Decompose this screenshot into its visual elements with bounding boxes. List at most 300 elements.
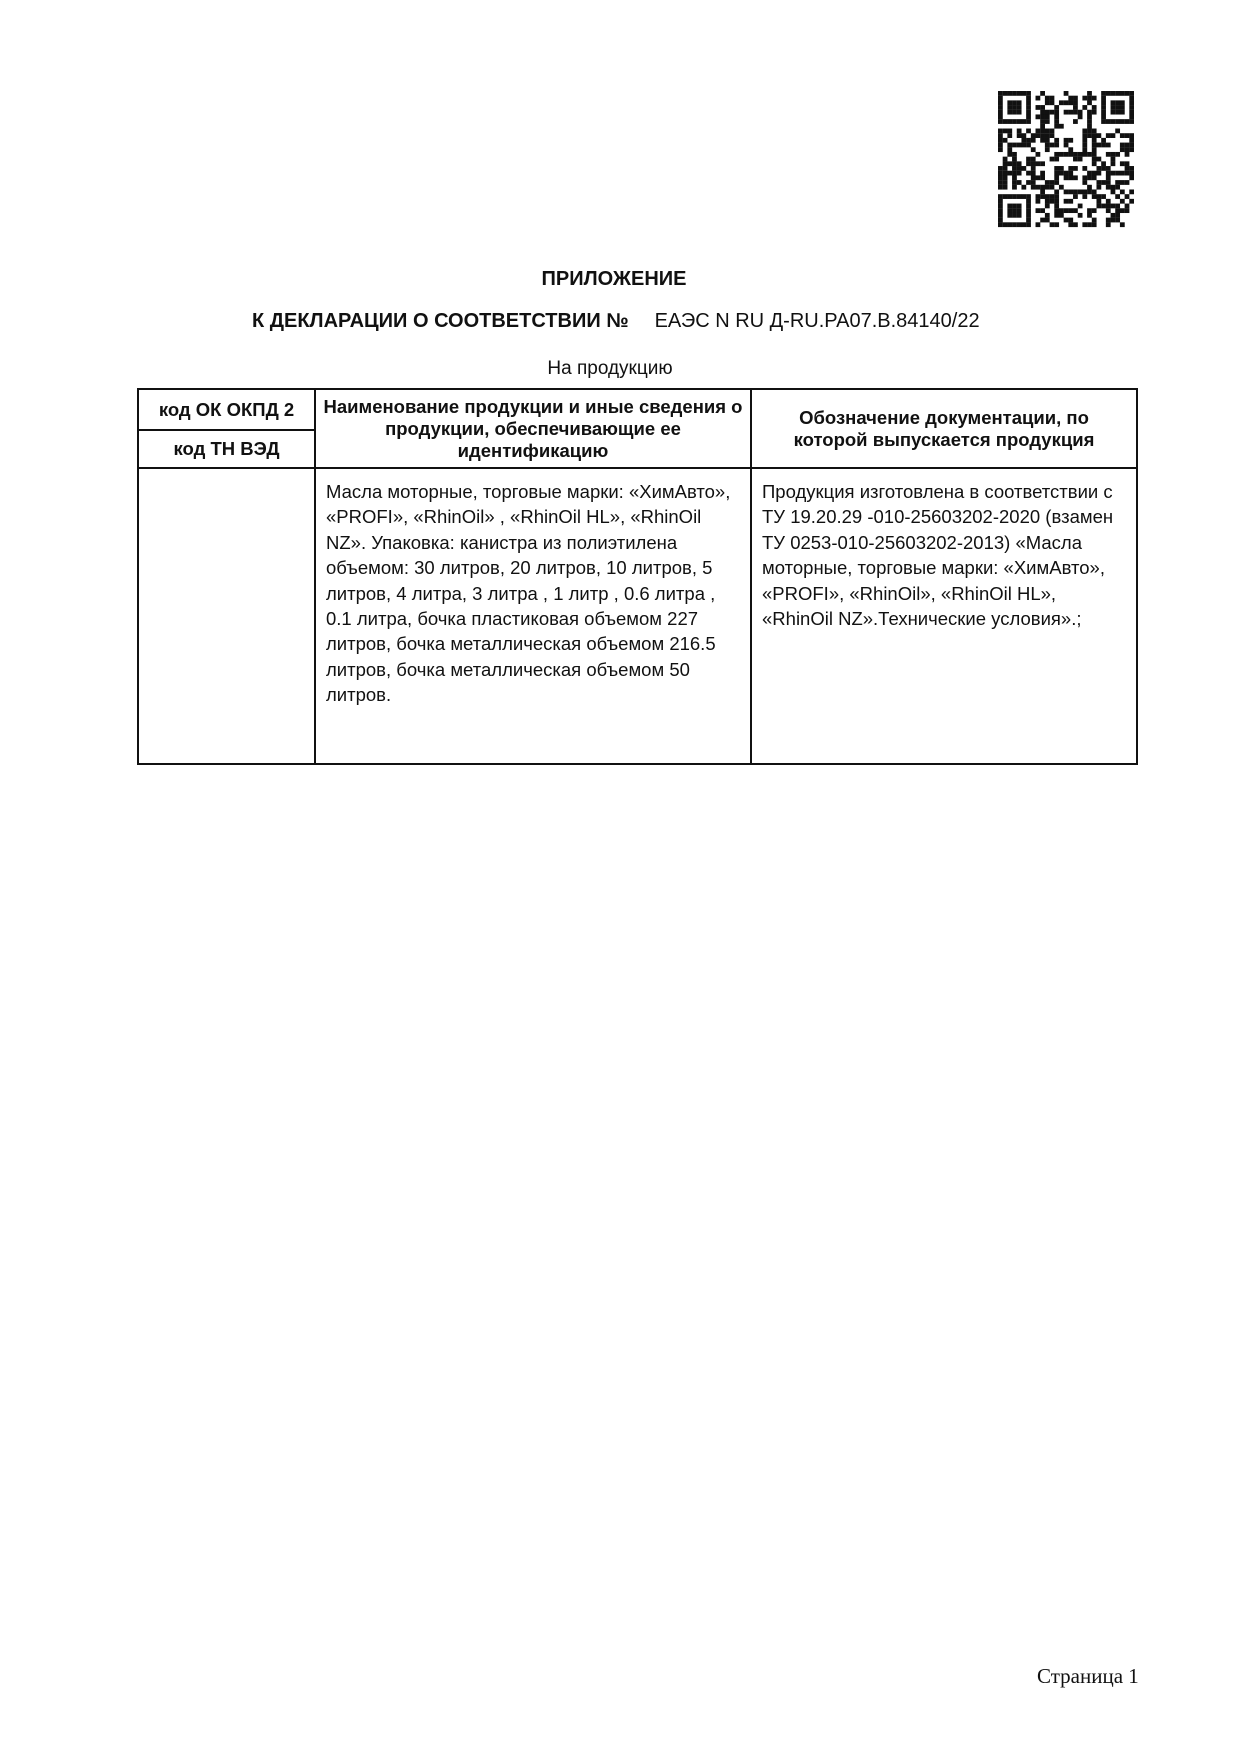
qr-module	[1087, 189, 1092, 194]
qr-module	[1092, 147, 1097, 152]
qr-module	[1068, 199, 1073, 204]
qr-module	[1021, 143, 1026, 148]
qr-module	[1012, 204, 1017, 209]
qr-module	[1106, 166, 1111, 171]
qr-module	[1115, 180, 1120, 185]
qr-module	[1045, 100, 1050, 105]
qr-module	[1087, 100, 1092, 105]
qr-module	[1012, 110, 1017, 115]
qr-module	[1040, 114, 1045, 119]
qr-module	[1017, 105, 1022, 110]
qr-module	[1003, 161, 1008, 166]
qr-module	[998, 218, 1003, 223]
qr-module	[1073, 110, 1078, 115]
qr-module	[1129, 171, 1134, 176]
qr-module	[1120, 105, 1125, 110]
qr-module	[1045, 218, 1050, 223]
qr-module	[1120, 147, 1125, 152]
qr-module	[1078, 110, 1083, 115]
qr-module	[1026, 218, 1031, 223]
qr-module	[1017, 180, 1022, 185]
qr-module	[1050, 143, 1055, 148]
qr-module	[1068, 96, 1073, 101]
qr-module	[1050, 185, 1055, 190]
qr-module	[1064, 175, 1069, 180]
qr-module	[1111, 105, 1116, 110]
qr-module	[998, 194, 1003, 199]
qr-module	[1017, 204, 1022, 209]
qr-module	[1068, 110, 1073, 115]
qr-module	[1031, 147, 1036, 152]
qr-module	[1050, 194, 1055, 199]
qr-module	[1082, 166, 1087, 171]
product-name-text: Масла моторные, торговые марки: «ХимАвто», «PROFI», «RhinOil» , «RhinOil HL», «RhinOil NZ». Упаковка: канистра из полиэтилена объемом: 30 литров, 20 литров, 10 литров, 5 литров, 4 литра, 3 литра , 1 литр , 0.6 литра , 0.1 литра, бочка пластиковая объемом 227 литров, бочка металлическая объемом 216.5 литров, бочка металлическая объемом 50 литров.	[326, 481, 731, 706]
qr-module	[1059, 208, 1064, 213]
qr-module	[1073, 222, 1078, 227]
qr-module	[1129, 189, 1134, 194]
qr-module	[1092, 138, 1097, 143]
qr-module	[1125, 119, 1130, 124]
qr-module	[1073, 152, 1078, 157]
qr-module	[1087, 171, 1092, 176]
qr-module	[1111, 152, 1116, 157]
qr-module	[1087, 124, 1092, 129]
qr-module	[1045, 180, 1050, 185]
qr-module	[1054, 208, 1059, 213]
qr-module	[1012, 152, 1017, 157]
qr-module	[1017, 213, 1022, 218]
qr-module	[1087, 129, 1092, 134]
qr-module	[1059, 100, 1064, 105]
qr-module	[1012, 175, 1017, 180]
qr-module	[1054, 152, 1059, 157]
qr-module	[1129, 91, 1134, 96]
qr-module	[1036, 133, 1041, 138]
qr-module	[1111, 100, 1116, 105]
qr-module	[1078, 114, 1083, 119]
qr-module	[1101, 105, 1106, 110]
qr-module	[1092, 175, 1097, 180]
qr-module	[1101, 100, 1106, 105]
qr-module	[1003, 157, 1008, 162]
qr-module	[1031, 138, 1036, 143]
qr-module	[1007, 133, 1012, 138]
qr-module	[1012, 208, 1017, 213]
qr-module	[1120, 161, 1125, 166]
qr-module	[1120, 189, 1125, 194]
qr-module	[1003, 129, 1008, 134]
qr-module	[1087, 185, 1092, 190]
qr-module	[1021, 138, 1026, 143]
qr-module	[1073, 157, 1078, 162]
qr-code-icon	[998, 90, 1134, 228]
qr-module	[1096, 199, 1101, 204]
qr-module	[1017, 222, 1022, 227]
qr-module	[1026, 114, 1031, 119]
qr-module	[1087, 96, 1092, 101]
qr-module	[1003, 222, 1008, 227]
qr-module	[1040, 161, 1045, 166]
qr-module	[1012, 100, 1017, 105]
qr-module	[1026, 213, 1031, 218]
qr-module	[1115, 100, 1120, 105]
qr-module	[1101, 161, 1106, 166]
qr-module	[1040, 129, 1045, 134]
qr-module	[1050, 157, 1055, 162]
qr-module	[1092, 110, 1097, 115]
qr-module	[1096, 166, 1101, 171]
qr-module	[1129, 96, 1134, 101]
qr-module	[1129, 114, 1134, 119]
qr-module	[1026, 222, 1031, 227]
qr-module	[1045, 194, 1050, 199]
qr-module	[1101, 110, 1106, 115]
qr-module	[998, 213, 1003, 218]
qr-module	[1059, 152, 1064, 157]
qr-module	[1092, 218, 1097, 223]
qr-module	[1054, 199, 1059, 204]
qr-module	[1045, 185, 1050, 190]
qr-module	[1082, 138, 1087, 143]
qr-module	[1087, 175, 1092, 180]
qr-module	[1129, 110, 1134, 115]
qr-module	[998, 175, 1003, 180]
qr-module	[998, 91, 1003, 96]
document-title: ПРИЛОЖЕНИЕ	[541, 268, 687, 290]
qr-module	[1082, 180, 1087, 185]
qr-module	[1125, 204, 1130, 209]
qr-module	[1096, 171, 1101, 176]
qr-module	[1087, 213, 1092, 218]
qr-module	[1026, 143, 1031, 148]
qr-module	[1068, 218, 1073, 223]
qr-module	[1007, 91, 1012, 96]
qr-module	[1054, 222, 1059, 227]
qr-module	[1031, 157, 1036, 162]
qr-module	[1026, 105, 1031, 110]
header-okpd: код ОК ОКПД 2	[138, 389, 315, 430]
qr-module	[1017, 91, 1022, 96]
qr-module	[1073, 175, 1078, 180]
qr-module	[1111, 157, 1116, 162]
qr-module	[1012, 185, 1017, 190]
qr-module	[1045, 204, 1050, 209]
qr-module	[998, 180, 1003, 185]
qr-module	[1078, 189, 1083, 194]
qr-module	[1050, 199, 1055, 204]
qr-module	[1096, 180, 1101, 185]
qr-module	[1092, 143, 1097, 148]
qr-module	[998, 185, 1003, 190]
qr-module	[1129, 166, 1134, 171]
qr-module	[1087, 133, 1092, 138]
qr-module	[1073, 208, 1078, 213]
qr-module	[1082, 96, 1087, 101]
qr-module	[1012, 157, 1017, 162]
qr-module	[1101, 138, 1106, 143]
qr-module	[1007, 171, 1012, 176]
qr-module	[1040, 91, 1045, 96]
qr-module	[1036, 114, 1041, 119]
qr-module	[1120, 100, 1125, 105]
qr-module	[1082, 147, 1087, 152]
qr-module	[1064, 138, 1069, 143]
qr-module	[1026, 171, 1031, 176]
qr-module	[1115, 91, 1120, 96]
qr-module	[1045, 143, 1050, 148]
qr-module	[1054, 110, 1059, 115]
qr-module	[1082, 189, 1087, 194]
qr-module	[998, 171, 1003, 176]
qr-module	[1120, 199, 1125, 204]
qr-module	[1092, 96, 1097, 101]
qr-module	[1003, 175, 1008, 180]
qr-module	[1068, 222, 1073, 227]
qr-module	[998, 133, 1003, 138]
qr-module	[1017, 171, 1022, 176]
qr-module	[1040, 138, 1045, 143]
qr-module	[1054, 143, 1059, 148]
qr-module	[1036, 222, 1041, 227]
qr-module	[1003, 180, 1008, 185]
qr-module	[1129, 133, 1134, 138]
documentation-text: Продукция изготовлена в соответствии с ТУ 19.20.29 -010-25603202-2020 (взамен ТУ 0253-010-25603202-2013) «Масла моторные, торговые марки: «ХимАвто», «PROFI», «RhinOil», «RhinOil HL», «RhinOil NZ».Технические условия».;	[762, 481, 1114, 630]
qr-module	[1092, 189, 1097, 194]
qr-module	[1021, 133, 1026, 138]
qr-module	[1040, 218, 1045, 223]
qr-module	[1021, 185, 1026, 190]
header-documentation: Обозначение документации, по которой выпускается продукция	[751, 389, 1137, 468]
qr-module	[1026, 129, 1031, 134]
qr-module	[1082, 175, 1087, 180]
qr-module	[1026, 110, 1031, 115]
qr-module	[1036, 152, 1041, 157]
qr-module	[1007, 208, 1012, 213]
qr-module	[1129, 138, 1134, 143]
qr-module	[1125, 143, 1130, 148]
qr-module	[1054, 194, 1059, 199]
qr-module	[1115, 213, 1120, 218]
qr-module	[1129, 119, 1134, 124]
qr-module	[1007, 152, 1012, 157]
qr-module	[1082, 143, 1087, 148]
documentation-cell	[751, 468, 1137, 764]
qr-module	[998, 147, 1003, 152]
qr-module	[1111, 213, 1116, 218]
qr-module	[1111, 133, 1116, 138]
qr-module	[1040, 171, 1045, 176]
qr-module	[1054, 213, 1059, 218]
qr-module	[1050, 180, 1055, 185]
qr-module	[1087, 119, 1092, 124]
qr-module	[1045, 114, 1050, 119]
qr-module	[1068, 152, 1073, 157]
qr-module	[1003, 91, 1008, 96]
qr-module	[1125, 91, 1130, 96]
qr-module	[1026, 208, 1031, 213]
qr-module	[1040, 185, 1045, 190]
qr-module	[1125, 208, 1130, 213]
qr-module	[1092, 208, 1097, 213]
qr-module	[1087, 208, 1092, 213]
qr-module	[1017, 161, 1022, 166]
qr-module	[1045, 110, 1050, 115]
qr-module	[1082, 222, 1087, 227]
qr-module	[1092, 152, 1097, 157]
qr-module	[1017, 166, 1022, 171]
qr-module	[1101, 194, 1106, 199]
qr-module	[1007, 161, 1012, 166]
qr-module	[1026, 96, 1031, 101]
qr-module	[1045, 147, 1050, 152]
qr-module	[1111, 218, 1116, 223]
qr-module	[1003, 185, 1008, 190]
qr-module	[1054, 124, 1059, 129]
qr-module	[1031, 180, 1036, 185]
qr-module	[1101, 143, 1106, 148]
qr-module	[1054, 114, 1059, 119]
qr-module	[1106, 171, 1111, 176]
qr-module	[1064, 143, 1069, 148]
qr-module	[1106, 199, 1111, 204]
qr-module	[1012, 161, 1017, 166]
qr-module	[1111, 189, 1116, 194]
qr-module	[1115, 110, 1120, 115]
qr-module	[1036, 208, 1041, 213]
qr-module	[1017, 208, 1022, 213]
qr-module	[1026, 194, 1031, 199]
qr-module	[1068, 147, 1073, 152]
qr-module	[1050, 129, 1055, 134]
qr-module	[1111, 204, 1116, 209]
qr-module	[1115, 218, 1120, 223]
qr-module	[1101, 114, 1106, 119]
qr-module	[1017, 133, 1022, 138]
qr-module	[1045, 213, 1050, 218]
qr-module	[1129, 175, 1134, 180]
qr-module	[1040, 175, 1045, 180]
qr-module	[1087, 222, 1092, 227]
qr-module	[1092, 194, 1097, 199]
qr-module	[1012, 171, 1017, 176]
qr-module	[1026, 199, 1031, 204]
qr-module	[1007, 147, 1012, 152]
qr-module	[1036, 105, 1041, 110]
qr-module	[1059, 166, 1064, 171]
qr-module	[1096, 157, 1101, 162]
qr-module	[1068, 208, 1073, 213]
qr-module	[1129, 100, 1134, 105]
qr-module	[1007, 129, 1012, 134]
qr-module	[1106, 119, 1111, 124]
table-row	[138, 468, 1137, 764]
qr-module	[1026, 204, 1031, 209]
qr-module	[1120, 171, 1125, 176]
qr-module	[1106, 91, 1111, 96]
qr-module	[1106, 175, 1111, 180]
qr-module	[1040, 194, 1045, 199]
qr-module	[998, 119, 1003, 124]
qr-module	[1120, 143, 1125, 148]
qr-module	[1040, 119, 1045, 124]
qr-module	[1031, 171, 1036, 176]
qr-module	[1021, 194, 1026, 199]
product-table	[137, 388, 1138, 765]
qr-module	[1045, 119, 1050, 124]
qr-module	[998, 129, 1003, 134]
qr-module	[1054, 138, 1059, 143]
qr-module	[1064, 208, 1069, 213]
qr-module	[1087, 114, 1092, 119]
qr-module	[1050, 133, 1055, 138]
qr-module	[1054, 180, 1059, 185]
qr-module	[1111, 185, 1116, 190]
qr-module	[1111, 119, 1116, 124]
qr-module	[1045, 133, 1050, 138]
qr-module	[1026, 157, 1031, 162]
qr-module	[1115, 208, 1120, 213]
qr-module	[1054, 119, 1059, 124]
qr-module	[1040, 189, 1045, 194]
qr-module	[1082, 133, 1087, 138]
qr-module	[1050, 222, 1055, 227]
qr-module	[1111, 171, 1116, 176]
qr-module	[1031, 133, 1036, 138]
code-cell	[138, 468, 315, 764]
qr-module	[1064, 152, 1069, 157]
qr-module	[1073, 194, 1078, 199]
qr-module	[1073, 119, 1078, 124]
qr-module	[1012, 194, 1017, 199]
qr-module	[1031, 166, 1036, 171]
qr-module	[1082, 152, 1087, 157]
qr-module	[1017, 194, 1022, 199]
declaration-number: ЕАЭС N RU Д-RU.PA07.B.84140/22	[654, 310, 980, 332]
qr-module	[1096, 204, 1101, 209]
qr-module	[1045, 199, 1050, 204]
qr-module	[1129, 105, 1134, 110]
qr-module	[1120, 208, 1125, 213]
qr-module	[1017, 119, 1022, 124]
qr-module	[1125, 180, 1130, 185]
qr-module	[1073, 100, 1078, 105]
qr-module	[1003, 171, 1008, 176]
qr-module	[1007, 222, 1012, 227]
qr-module	[1031, 161, 1036, 166]
qr-module	[1106, 185, 1111, 190]
qr-module	[998, 138, 1003, 143]
qr-module	[1111, 91, 1116, 96]
qr-module	[1045, 129, 1050, 134]
qr-module	[1007, 105, 1012, 110]
qr-module	[1003, 138, 1008, 143]
qr-module	[1036, 96, 1041, 101]
qr-module	[1125, 152, 1130, 157]
qr-module	[1092, 129, 1097, 134]
qr-module	[1036, 185, 1041, 190]
qr-module	[1026, 91, 1031, 96]
qr-module	[1111, 110, 1116, 115]
qr-module	[998, 96, 1003, 101]
qr-module	[998, 208, 1003, 213]
qr-module	[1003, 166, 1008, 171]
qr-module	[1106, 222, 1111, 227]
header-product-name: Наименование продукции и иные сведения о продукции, обеспечивающие ее идентификацию	[315, 389, 751, 468]
header-tnved: код ТН ВЭД	[138, 430, 315, 468]
qr-module	[1040, 110, 1045, 115]
qr-module	[1064, 91, 1069, 96]
qr-module	[1012, 180, 1017, 185]
